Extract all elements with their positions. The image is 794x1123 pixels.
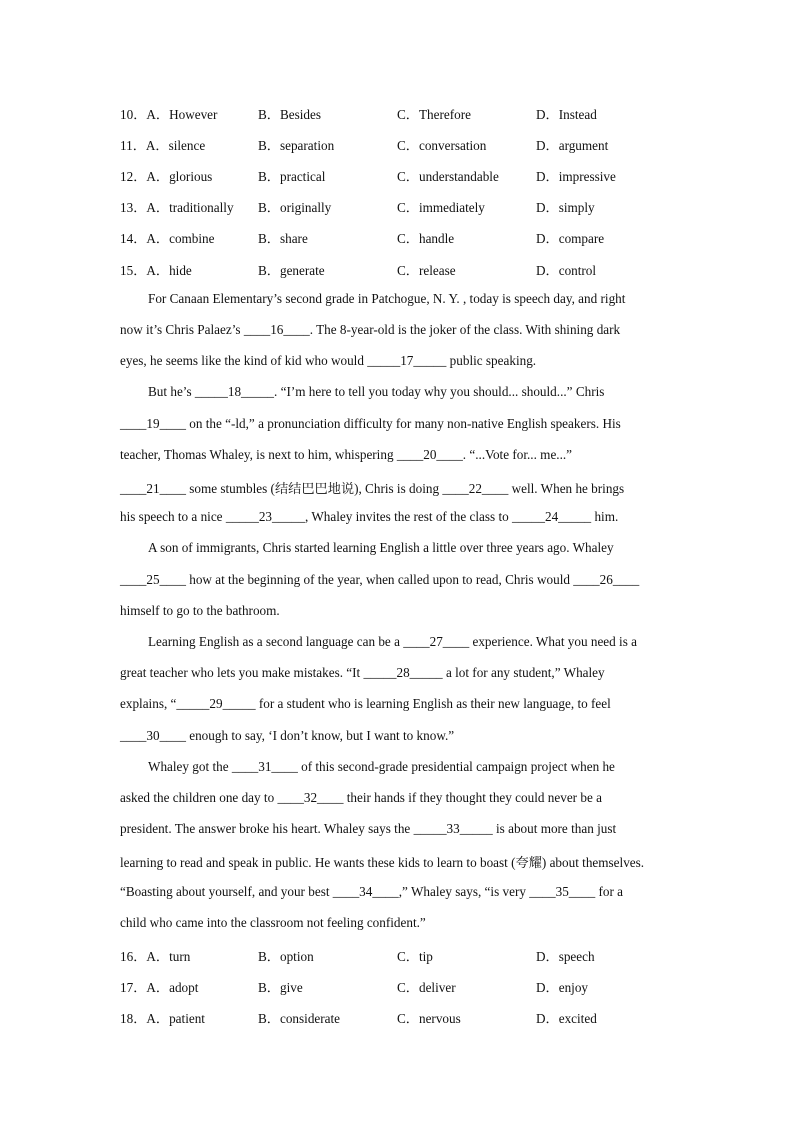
passage-line	[120, 852, 644, 872]
passage-line	[120, 884, 623, 904]
option-b: B．Besides	[258, 107, 322, 122]
option-b: B．originally	[258, 200, 332, 215]
passage-line	[120, 696, 611, 716]
passage-text: Learning English as a second language can be a	[148, 634, 404, 649]
option-c: C．nervous	[397, 1011, 461, 1026]
passage-text: learning to read and speak in public. He wants these kids to learn to boast (夸耀) about themselves.	[120, 855, 645, 870]
passage-line	[148, 759, 615, 779]
option-b: B．generate	[258, 263, 325, 278]
passage-text: . “I’m here to tell you today why you should... should...” Chris	[274, 384, 605, 399]
blank-33: _____33_____	[413, 821, 493, 836]
option-a: 18．A．patient	[120, 1011, 205, 1026]
option-d: D．excited	[536, 1011, 597, 1026]
passage-text: of this second-grade presidential campaign project when he	[297, 759, 615, 774]
option-d: D．argument	[536, 138, 609, 153]
passage-text: asked the children one day to	[120, 790, 278, 805]
passage-text: well. When he brings	[508, 481, 625, 496]
passage-text: eyes, he seems like the kind of kid who would	[120, 353, 368, 368]
option-d: D．enjoy	[536, 980, 589, 995]
blank-32: ____32____	[277, 790, 344, 805]
option-c: C．handle	[397, 231, 455, 246]
option-a: 14．A．combine	[120, 231, 215, 246]
passage-line	[120, 509, 618, 529]
passage-text: himself to go to the bathroom.	[120, 603, 280, 618]
passage-line	[120, 821, 616, 841]
passage-text: , Whaley invites the rest of the class to	[304, 509, 513, 524]
option-c: C．understandable	[397, 169, 499, 184]
option-d: D．simply	[536, 200, 595, 215]
passage-line	[120, 915, 426, 935]
passage-text: for a student who is learning English as their new language, to feel	[255, 696, 611, 711]
passage-text: experience. What you need is a	[469, 634, 637, 649]
option-b: B．share	[258, 231, 308, 246]
option-a: 11．A．silence	[120, 138, 206, 153]
passage-text: teacher, Thomas Whaley, is next to him, whispering	[120, 447, 397, 462]
option-d: D．Instead	[536, 107, 597, 122]
blank-24: _____24_____	[512, 509, 592, 524]
option-a: 12．A．glorious	[120, 169, 213, 184]
blank-25: ____25____	[120, 572, 186, 587]
passage-line	[148, 384, 604, 404]
blank-20: ____20____	[396, 447, 463, 462]
option-c: C．release	[397, 263, 456, 278]
passage-text: president. The answer broke his heart. Whaley says the	[120, 821, 414, 836]
passage-text: their hands if they thought they could never be a	[343, 790, 602, 805]
passage-line	[148, 540, 614, 560]
blank-28: _____28_____	[363, 665, 443, 680]
option-b: B．practical	[258, 169, 326, 184]
passage-line	[120, 572, 639, 592]
option-a: 15．A．hide	[120, 263, 192, 278]
passage-text: But he’s	[148, 384, 195, 399]
option-b: B．give	[258, 980, 303, 995]
passage-text: enough to say, ‘I don’t know, but I want to know.”	[185, 728, 455, 743]
option-a: 16．A．turn	[120, 949, 191, 964]
option-a: 13．A．traditionally	[120, 200, 234, 215]
option-a: 17．A．adopt	[120, 980, 199, 995]
option-c: C．Therefore	[397, 107, 471, 122]
blank-29: _____29_____	[176, 696, 256, 711]
passage-text: on the “-ld,” a pronunciation difficulty for many non-native English speakers. His	[185, 416, 621, 431]
blank-27: ____27____	[403, 634, 470, 649]
passage-line	[120, 603, 280, 623]
passage-text: A son of immigrants, Chris started learning English a little over three years ago. Whaley	[148, 540, 614, 555]
passage-line	[120, 416, 621, 436]
passage-text: great teacher who lets you make mistakes. “It	[120, 665, 364, 680]
option-c: C．conversation	[397, 138, 487, 153]
option-c: C．tip	[397, 949, 433, 964]
blank-31: ____31____	[231, 759, 298, 774]
blank-23: _____23_____	[225, 509, 305, 524]
passage-text: is about more than just	[492, 821, 617, 836]
option-d: D．speech	[536, 949, 595, 964]
passage-line	[120, 478, 624, 498]
passage-line	[120, 790, 602, 810]
passage-line	[120, 665, 605, 685]
passage-line	[120, 322, 620, 342]
blank-17: _____17_____	[367, 353, 447, 368]
blank-26: ____26____	[573, 572, 640, 587]
passage-line	[148, 634, 637, 654]
passage-text: a lot for any student,” Whaley	[442, 665, 605, 680]
passage-line	[120, 447, 572, 467]
option-b: B．considerate	[258, 1011, 341, 1026]
blank-16: ____16____	[243, 322, 310, 337]
blank-35: ____35____	[529, 884, 596, 899]
passage-text: “Boasting about yourself, and your best	[120, 884, 333, 899]
passage-text: . The 8-year-old is the joker of the class. With shining dark	[309, 322, 621, 337]
passage-text: ,” Whaley says, “is very	[398, 884, 530, 899]
option-a: 10．A．However	[120, 107, 218, 122]
blank-22: ____22____	[442, 481, 509, 496]
passage-text: some stumbles (结结巴巴地说), Chris is doing	[185, 481, 443, 496]
passage-text: child who came into the classroom not feeling confident.”	[120, 915, 426, 930]
blank-30: ____30____	[120, 728, 186, 743]
blank-21: ____21____	[120, 481, 186, 496]
passage-text: his speech to a nice	[120, 509, 226, 524]
passage-text: him.	[591, 509, 619, 524]
blank-19: ____19____	[120, 416, 186, 431]
passage-text: how at the beginning of the year, when called upon to read, Chris would	[185, 572, 574, 587]
option-c: C．immediately	[397, 200, 485, 215]
passage-line	[120, 728, 454, 748]
passage-text: . “...Vote for... me...”	[462, 447, 573, 462]
passage-text: For Canaan Elementary’s second grade in Patchogue, N. Y. , today is speech day, and right	[148, 291, 626, 306]
passage-text: for a	[595, 884, 623, 899]
option-d: D．control	[536, 263, 597, 278]
option-b: B．option	[258, 949, 314, 964]
option-b: B．separation	[258, 138, 335, 153]
passage-text: Whaley got the	[148, 759, 232, 774]
passage-text: now it’s Chris Palaez’s	[120, 322, 244, 337]
option-d: D．impressive	[536, 169, 616, 184]
passage-text: explains, “	[120, 696, 177, 711]
blank-18: _____18_____	[194, 384, 275, 399]
passage-line	[148, 291, 625, 311]
option-c: C．deliver	[397, 980, 456, 995]
option-d: D．compare	[536, 231, 605, 246]
passage-text: public speaking.	[446, 353, 537, 368]
passage-line	[120, 353, 536, 373]
blank-34: ____34____	[332, 884, 399, 899]
